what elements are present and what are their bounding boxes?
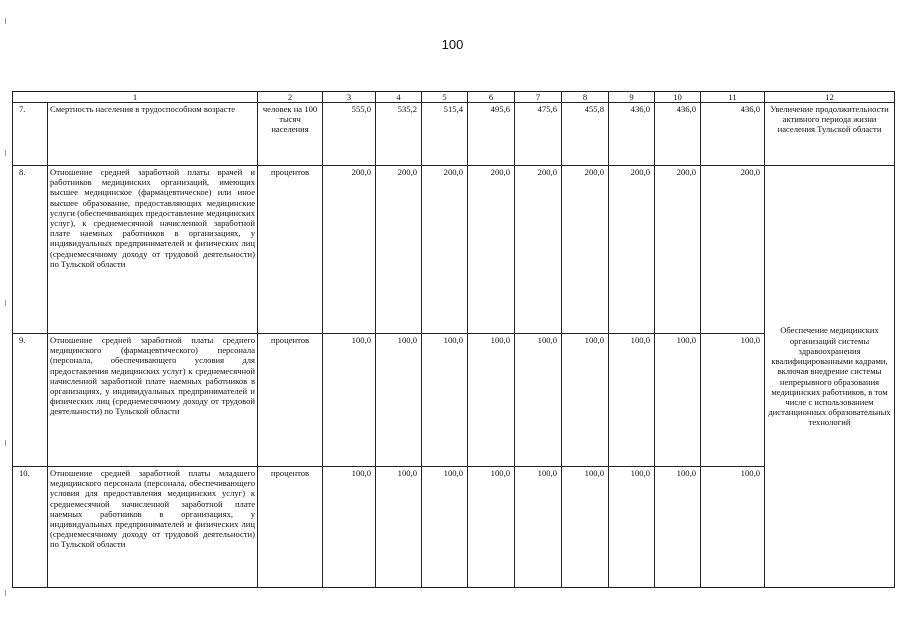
column-header: 12 bbox=[765, 92, 895, 103]
column-header: 8 bbox=[562, 92, 609, 103]
value-cell: 100,0 bbox=[562, 467, 609, 588]
value-cell: 100,0 bbox=[701, 467, 765, 588]
scan-edge-mark bbox=[5, 440, 6, 446]
table-row bbox=[13, 334, 895, 467]
scan-edge-mark bbox=[5, 150, 6, 156]
indicators-table bbox=[12, 91, 895, 588]
page-number: 100 bbox=[441, 37, 464, 52]
value-cell: 200,0 bbox=[515, 166, 562, 334]
row-number: 10. bbox=[13, 467, 48, 588]
unit-of-measure: человек на 100 тысяч населения bbox=[258, 103, 323, 166]
column-header: 5 bbox=[422, 92, 468, 103]
column-header: 9 bbox=[609, 92, 655, 103]
value-cell: 100,0 bbox=[422, 467, 468, 588]
value-cell: 200,0 bbox=[701, 166, 765, 334]
value-cell: 455,8 bbox=[562, 103, 609, 166]
value-cell: 436,0 bbox=[609, 103, 655, 166]
value-cell: 200,0 bbox=[376, 166, 422, 334]
value-cell: 436,0 bbox=[701, 103, 765, 166]
value-cell: 495,6 bbox=[468, 103, 515, 166]
unit-of-measure: процентов bbox=[258, 467, 323, 588]
row-number: 7. bbox=[13, 103, 48, 166]
column-number-row bbox=[13, 92, 895, 103]
column-header: 10 bbox=[655, 92, 701, 103]
expected-result: Увеличение продолжительности активного периода жизни населения Тульской области bbox=[765, 103, 895, 166]
merged-expected-result: Обеспечение медицинских организаций системы здравоохранения квалифицированными кадрами, включая внедрение системы непрерывного образования медицинских работников, в том числе с использованием дистанционных образовательных технологий bbox=[765, 166, 895, 588]
value-cell: 100,0 bbox=[515, 334, 562, 467]
row-number: 8. bbox=[13, 166, 48, 334]
value-cell: 100,0 bbox=[376, 467, 422, 588]
scan-edge-mark bbox=[5, 18, 6, 24]
value-cell: 100,0 bbox=[609, 467, 655, 588]
indicator-name: Смертность населения в трудоспособном возрасте bbox=[48, 103, 258, 166]
value-cell: 100,0 bbox=[655, 467, 701, 588]
value-cell: 200,0 bbox=[562, 166, 609, 334]
value-cell: 100,0 bbox=[701, 334, 765, 467]
value-cell: 100,0 bbox=[323, 467, 376, 588]
table-row bbox=[13, 467, 895, 588]
column-header: 4 bbox=[376, 92, 422, 103]
value-cell: 100,0 bbox=[376, 334, 422, 467]
row-number: 9. bbox=[13, 334, 48, 467]
scan-edge-mark bbox=[5, 300, 6, 306]
indicator-name: Отношение средней заработной платы младшего медицинского персонала (персонала, обеспечивающего условия для предоставления медицинских услуг) к среднемесячной начисленной заработной плате наемных работников в организациях, у индивидуальных предпринимателей и физических лиц (среднемесячному доходу от трудовой деятельности) по Тульской области bbox=[48, 467, 258, 588]
value-cell: 100,0 bbox=[422, 334, 468, 467]
indicator-name: Отношение средней заработной платы врачей и работников медицинских организаций, имеющих высшее медицинское (фармацевтическое) или иное высшее образование, предоставляющих медицинские услуги (обеспечивающих предоставление медицинских услуг), к среднемесячной начисленной заработной плате наемных работников в организациях, у индивидуальных предпринимателей и физических лиц (среднемесячному доходу от трудовой деятельности) по Тульской области bbox=[48, 166, 258, 334]
value-cell: 100,0 bbox=[323, 334, 376, 467]
value-cell: 475,6 bbox=[515, 103, 562, 166]
indicator-name: Отношение средней заработной платы среднего медицинского (фармацевтического) персонала (персонала, обеспечивающего условия для предоставления медицинских услуг) к среднемесячной начисленной заработной плате наемных работников в организациях, у индивидуальных предпринимателей и физических лиц (среднемесячному доходу от трудовой деятельности) по Тульской области bbox=[48, 334, 258, 467]
value-cell: 100,0 bbox=[468, 334, 515, 467]
value-cell: 100,0 bbox=[609, 334, 655, 467]
unit-of-measure: процентов bbox=[258, 166, 323, 334]
column-header: 11 bbox=[701, 92, 765, 103]
value-cell: 100,0 bbox=[515, 467, 562, 588]
column-header: 3 bbox=[323, 92, 376, 103]
column-header: 1 bbox=[13, 92, 258, 103]
column-header: 6 bbox=[468, 92, 515, 103]
scan-edge-mark bbox=[5, 590, 6, 596]
value-cell: 515,4 bbox=[422, 103, 468, 166]
value-cell: 200,0 bbox=[323, 166, 376, 334]
value-cell: 100,0 bbox=[468, 467, 515, 588]
unit-of-measure: процентов bbox=[258, 334, 323, 467]
table-row bbox=[13, 103, 895, 166]
value-cell: 200,0 bbox=[609, 166, 655, 334]
value-cell: 436,0 bbox=[655, 103, 701, 166]
column-header: 7 bbox=[515, 92, 562, 103]
value-cell: 100,0 bbox=[655, 334, 701, 467]
value-cell: 200,0 bbox=[655, 166, 701, 334]
table-row bbox=[13, 166, 895, 334]
value-cell: 200,0 bbox=[468, 166, 515, 334]
value-cell: 200,0 bbox=[422, 166, 468, 334]
column-header: 2 bbox=[258, 92, 323, 103]
value-cell: 555,0 bbox=[323, 103, 376, 166]
value-cell: 100,0 bbox=[562, 334, 609, 467]
value-cell: 535,2 bbox=[376, 103, 422, 166]
